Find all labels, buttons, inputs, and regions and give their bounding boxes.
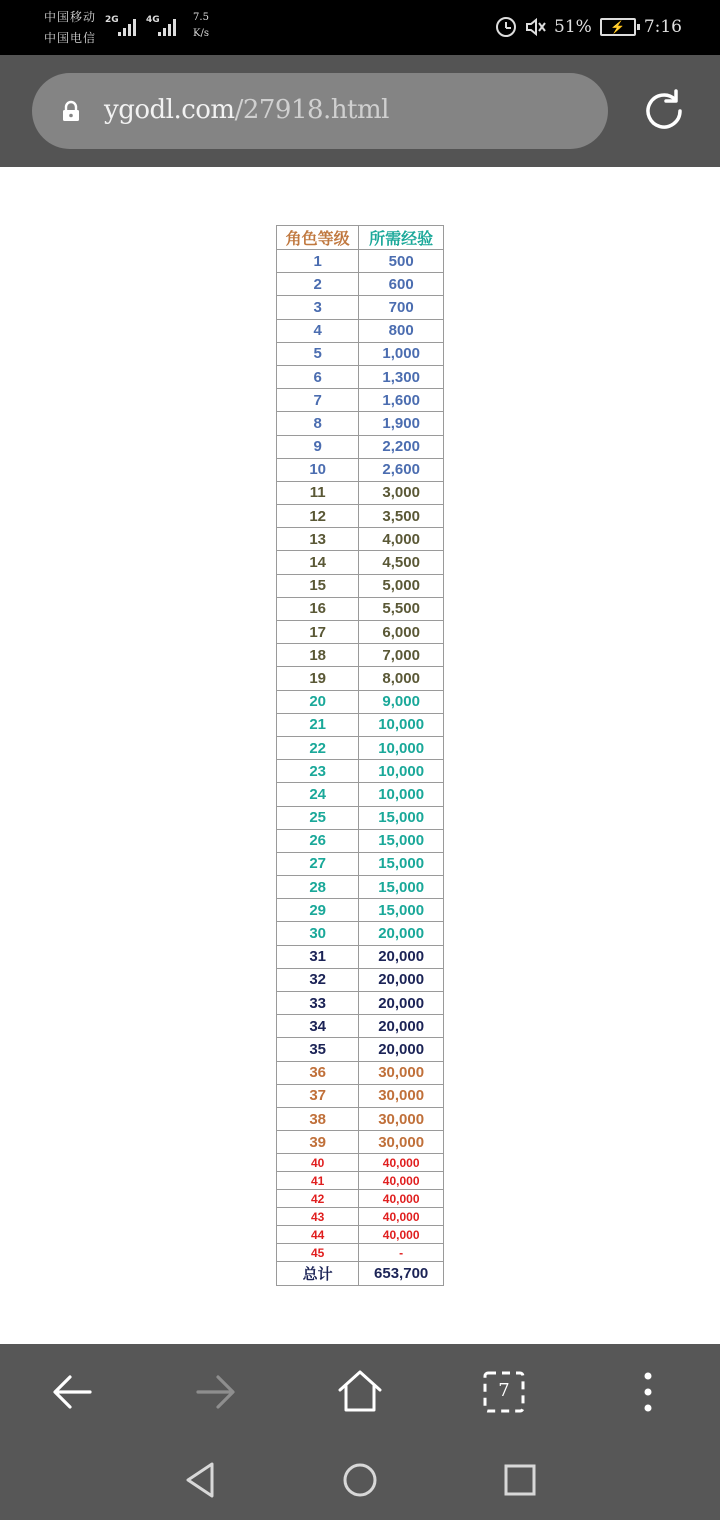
exp-cell: 1,900 xyxy=(359,412,444,435)
exp-cell: 30,000 xyxy=(359,1131,444,1154)
level-cell: 27 xyxy=(277,852,359,875)
level-cell: 1 xyxy=(277,250,359,273)
table-row xyxy=(277,481,444,504)
carrier-2: 中国电信 xyxy=(44,31,97,45)
exp-cell: 1,000 xyxy=(359,342,444,365)
mute-icon xyxy=(524,17,546,37)
level-cell: 22 xyxy=(277,736,359,759)
table-row xyxy=(277,621,444,644)
network-type-2: 4G xyxy=(146,15,160,25)
back-arrow-icon[interactable] xyxy=(48,1368,96,1416)
exp-cell: 800 xyxy=(359,319,444,342)
exp-cell: 7,000 xyxy=(359,644,444,667)
table-row xyxy=(277,1131,444,1154)
table-row xyxy=(277,713,444,736)
table-row xyxy=(277,412,444,435)
table-row xyxy=(277,435,444,458)
battery-charging-icon: ⚡ xyxy=(600,18,636,36)
exp-cell: 600 xyxy=(359,273,444,296)
table-row xyxy=(277,1172,444,1190)
exp-cell: 40,000 xyxy=(359,1154,444,1172)
exp-cell: - xyxy=(359,1244,444,1262)
table-row xyxy=(277,250,444,273)
level-cell: 30 xyxy=(277,922,359,945)
speed-unit: K/s xyxy=(193,28,209,39)
level-cell: 6 xyxy=(277,365,359,388)
table-row xyxy=(277,899,444,922)
exp-cell: 4,000 xyxy=(359,528,444,551)
exp-cell: 40,000 xyxy=(359,1226,444,1244)
level-cell: 28 xyxy=(277,876,359,899)
exp-cell: 15,000 xyxy=(359,829,444,852)
level-cell: 2 xyxy=(277,273,359,296)
exp-cell: 30,000 xyxy=(359,1084,444,1107)
lock-icon xyxy=(60,100,82,122)
level-cell: 33 xyxy=(277,992,359,1015)
level-cell: 14 xyxy=(277,551,359,574)
exp-cell: 6,000 xyxy=(359,621,444,644)
table-row xyxy=(277,528,444,551)
level-cell: 25 xyxy=(277,806,359,829)
level-cell: 20 xyxy=(277,690,359,713)
header-level: 角色等级 xyxy=(277,226,359,250)
alarm-icon xyxy=(496,17,516,37)
exp-cell: 5,500 xyxy=(359,597,444,620)
table-row xyxy=(277,1208,444,1226)
table-row xyxy=(277,922,444,945)
table-row xyxy=(277,342,444,365)
table-row xyxy=(277,736,444,759)
exp-cell: 30,000 xyxy=(359,1061,444,1084)
level-exp-table xyxy=(276,225,444,1286)
table-row xyxy=(277,945,444,968)
table-header-row xyxy=(277,226,444,250)
table-row xyxy=(277,1015,444,1038)
level-cell: 42 xyxy=(277,1190,359,1208)
exp-cell: 30,000 xyxy=(359,1107,444,1130)
url-text[interactable] xyxy=(104,95,389,125)
table-row xyxy=(277,806,444,829)
level-cell: 4 xyxy=(277,319,359,342)
level-cell: 9 xyxy=(277,435,359,458)
table-row xyxy=(277,1190,444,1208)
table-row xyxy=(277,574,444,597)
exp-cell: 4,500 xyxy=(359,551,444,574)
more-icon[interactable] xyxy=(624,1368,672,1416)
url-host: ygodl.com xyxy=(104,95,235,125)
level-cell: 40 xyxy=(277,1154,359,1172)
level-cell: 31 xyxy=(277,945,359,968)
exp-cell: 500 xyxy=(359,250,444,273)
exp-cell: 10,000 xyxy=(359,760,444,783)
level-cell: 19 xyxy=(277,667,359,690)
level-cell: 21 xyxy=(277,713,359,736)
level-cell: 7 xyxy=(277,389,359,412)
exp-cell: 3,500 xyxy=(359,505,444,528)
tab-count: 7 xyxy=(498,1380,510,1401)
exp-cell: 15,000 xyxy=(359,876,444,899)
table-row xyxy=(277,1038,444,1061)
total-value: 653,700 xyxy=(359,1262,444,1285)
level-cell: 32 xyxy=(277,968,359,991)
forward-arrow-icon[interactable] xyxy=(192,1368,240,1416)
level-cell: 18 xyxy=(277,644,359,667)
table-row xyxy=(277,1084,444,1107)
table-row xyxy=(277,597,444,620)
level-cell: 41 xyxy=(277,1172,359,1190)
level-cell: 26 xyxy=(277,829,359,852)
exp-cell: 20,000 xyxy=(359,1038,444,1061)
table-row xyxy=(277,690,444,713)
exp-cell: 10,000 xyxy=(359,736,444,759)
table-row xyxy=(277,992,444,1015)
table-row xyxy=(277,296,444,319)
exp-cell: 20,000 xyxy=(359,992,444,1015)
carrier-1: 中国移动 xyxy=(44,10,97,24)
table-row xyxy=(277,505,444,528)
level-cell: 15 xyxy=(277,574,359,597)
status-bar xyxy=(0,0,720,55)
browser-toolbar xyxy=(0,55,720,167)
exp-cell: 15,000 xyxy=(359,899,444,922)
table-row xyxy=(277,644,444,667)
signal-icon xyxy=(158,18,176,36)
level-cell: 12 xyxy=(277,505,359,528)
exp-cell: 2,600 xyxy=(359,458,444,481)
nav-home-icon[interactable] xyxy=(340,1460,380,1500)
exp-cell: 3,000 xyxy=(359,481,444,504)
exp-cell: 5,000 xyxy=(359,574,444,597)
table-row xyxy=(277,829,444,852)
header-exp: 所需经验 xyxy=(359,226,444,250)
network-speed xyxy=(193,10,209,42)
exp-cell: 2,200 xyxy=(359,435,444,458)
exp-cell: 20,000 xyxy=(359,968,444,991)
level-cell: 34 xyxy=(277,1015,359,1038)
level-cell: 45 xyxy=(277,1244,359,1262)
address-bar[interactable] xyxy=(32,73,608,149)
browser-bottom-nav xyxy=(0,1344,720,1440)
network-type-1: 2G xyxy=(105,15,119,25)
exp-cell: 40,000 xyxy=(359,1172,444,1190)
exp-cell: 10,000 xyxy=(359,783,444,806)
exp-cell: 20,000 xyxy=(359,945,444,968)
exp-cell: 15,000 xyxy=(359,852,444,875)
level-cell: 43 xyxy=(277,1208,359,1226)
exp-cell: 15,000 xyxy=(359,806,444,829)
level-cell: 36 xyxy=(277,1061,359,1084)
exp-cell: 10,000 xyxy=(359,713,444,736)
nav-recents-icon[interactable] xyxy=(500,1460,540,1500)
level-cell: 8 xyxy=(277,412,359,435)
level-cell: 3 xyxy=(277,296,359,319)
home-icon[interactable] xyxy=(336,1368,384,1416)
table-row xyxy=(277,389,444,412)
battery-percent: 51% xyxy=(554,17,592,37)
table-row xyxy=(277,365,444,388)
table-row xyxy=(277,968,444,991)
table-total-row xyxy=(277,1262,444,1285)
level-cell: 11 xyxy=(277,481,359,504)
level-cell: 5 xyxy=(277,342,359,365)
table-row xyxy=(277,1107,444,1130)
table-row xyxy=(277,458,444,481)
exp-cell: 700 xyxy=(359,296,444,319)
table-row xyxy=(277,1061,444,1084)
level-cell: 24 xyxy=(277,783,359,806)
signal-icon xyxy=(118,18,136,36)
exp-cell: 1,300 xyxy=(359,365,444,388)
status-right-group xyxy=(496,14,682,40)
level-cell: 37 xyxy=(277,1084,359,1107)
exp-cell: 20,000 xyxy=(359,922,444,945)
level-cell: 35 xyxy=(277,1038,359,1061)
level-cell: 13 xyxy=(277,528,359,551)
tabs-button[interactable] xyxy=(480,1368,528,1416)
table-row xyxy=(277,319,444,342)
page-content xyxy=(0,167,720,1344)
table-row xyxy=(277,760,444,783)
exp-cell: 1,600 xyxy=(359,389,444,412)
exp-cell: 8,000 xyxy=(359,667,444,690)
table-row xyxy=(277,1154,444,1172)
table-row xyxy=(277,551,444,574)
table-row xyxy=(277,667,444,690)
level-cell: 29 xyxy=(277,899,359,922)
table-row xyxy=(277,852,444,875)
table-row xyxy=(277,1244,444,1262)
reload-icon[interactable] xyxy=(640,87,688,135)
nav-back-icon[interactable] xyxy=(180,1460,220,1500)
total-label: 总计 xyxy=(277,1262,359,1285)
level-cell: 38 xyxy=(277,1107,359,1130)
exp-cell: 9,000 xyxy=(359,690,444,713)
table-row xyxy=(277,1226,444,1244)
exp-cell: 40,000 xyxy=(359,1208,444,1226)
clock: 7:16 xyxy=(643,17,682,37)
speed-value: 7.5 xyxy=(193,12,209,23)
table-row xyxy=(277,783,444,806)
level-cell: 44 xyxy=(277,1226,359,1244)
level-cell: 23 xyxy=(277,760,359,783)
level-cell: 17 xyxy=(277,621,359,644)
system-nav-bar xyxy=(0,1440,720,1520)
table-row xyxy=(277,876,444,899)
exp-cell: 20,000 xyxy=(359,1015,444,1038)
level-cell: 39 xyxy=(277,1131,359,1154)
url-path: /27918.html xyxy=(234,95,389,125)
table-row xyxy=(277,273,444,296)
level-cell: 10 xyxy=(277,458,359,481)
exp-cell: 40,000 xyxy=(359,1190,444,1208)
level-cell: 16 xyxy=(277,597,359,620)
